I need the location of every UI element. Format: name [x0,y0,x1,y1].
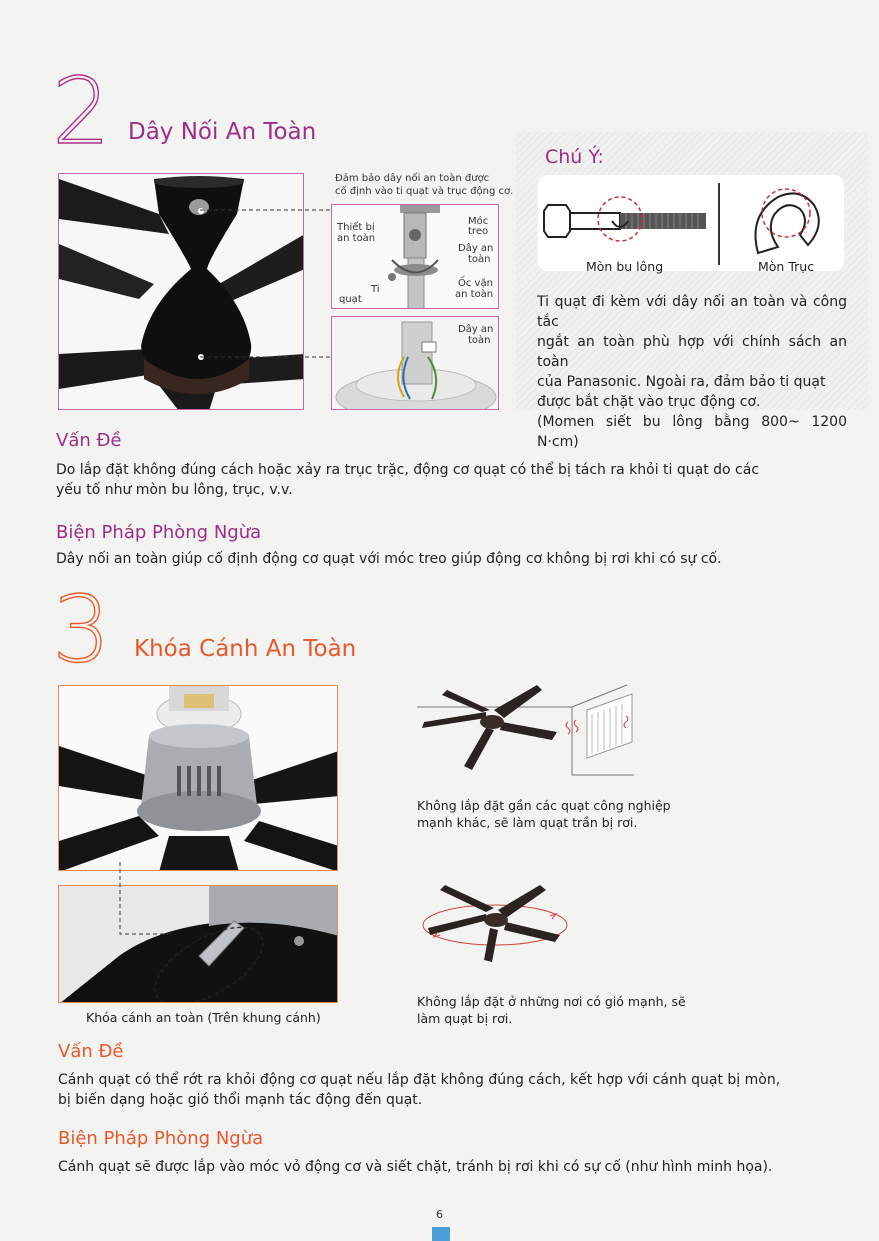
problem-2-line-1: Do lắp đặt không đúng cách hoặc xảy ra trục trặc, động cơ quạt có thể bị tách ra khỏi ti quạt do các [56,462,760,478]
page-tab-marker [432,1227,450,1241]
label-oc-van-2: an toàn [455,289,494,300]
label-thiet-bi-1: Thiết bị [337,222,375,233]
label-oc-van-1: Ốc vặn [458,278,493,289]
callout-top-line2: cố định vào ti quạt và trục động cơ. [335,186,514,197]
warning1-line2: mạnh khác, sẽ làm quạt trần bị rơi. [417,815,638,830]
label-ti-quat-2: quạt [339,294,362,305]
strong-wind-warning-illustration [420,880,570,965]
section-title-blade-lock: Khóa Cánh An Toàn [134,636,357,662]
label-thiet-bi-2: an toàn [337,233,376,244]
note-line-2: ngắt an toàn phù hợp với chính sách an toàn [537,334,847,370]
prevention-text-3: Cánh quạt sẽ được lắp vào móc vỏ động cơ và siết chặt, tránh bị rơi khi có sự cố (như hình minh họa). [58,1159,773,1175]
label-ti-quat-1: Ti [371,284,380,295]
section-number-2: 2 [52,58,111,165]
problem-text-3 [58,1070,848,1110]
prevention-heading-2: Biện Pháp Phòng Ngừa [56,522,262,543]
label-day-an-toan-1a: Dây an [458,243,494,254]
section-number-3: 3 [52,576,111,683]
label-moc-treo-1: Móc [468,216,489,227]
note-title: Chú Ý: [545,146,604,168]
warning1-line1: Không lắp đặt gần các quạt công nghiệp [417,798,671,813]
problem-text-2 [56,460,836,500]
label-day-an-toan-1b: toàn [468,254,491,265]
blade-lock-leader [118,860,178,940]
industrial-fan-warning-illustration [412,680,634,790]
caption-shaft-wear: Mòn Trục [758,259,815,274]
prevention-text-2: Dây nối an toàn giúp cố định động cơ quạt với móc treo giúp động cơ không bị rơi khi có sự cố. [56,551,722,567]
note-line-4: được bắt chặt vào trục động cơ. [537,394,761,410]
problem-2-line-2: yếu tố như mòn bu lông, trục, v.v. [56,482,293,498]
warning2-line1: Không lắp đặt ở những nơi có gió mạnh, sẽ [417,994,686,1009]
note-line-3: của Panasonic. Ngoài ra, đảm bảo ti quạt [537,374,826,390]
label-day-an-toan-2a: Dây an [458,324,494,335]
motor-blade-photo [58,685,338,871]
page-number: 6 [436,1208,443,1221]
problem-heading-3: Vấn Đề [58,1041,124,1062]
blade-lock-closeup-photo [58,885,338,1003]
label-day-an-toan-2b: toàn [468,335,491,346]
problem-3-line-2: bị biến dạng hoặc gió thổi mạnh tác động đến quạt. [58,1092,423,1108]
warning2-line2: làm quạt bị rơi. [417,1011,513,1026]
caption-bolt-wear: Mòn bu lông [586,259,664,274]
blade-lock-caption: Khóa cánh an toàn (Trên khung cánh) [86,1010,321,1025]
wear-illustration-card [538,175,844,271]
note-line-1: Ti quạt đi kèm với dây nối an toàn và công tắc [537,294,847,330]
prevention-heading-3: Biện Pháp Phòng Ngừa [58,1128,264,1149]
section-title-safety-wire: Dây Nối An Toàn [128,119,317,145]
problem-3-line-1: Cánh quạt có thể rớt ra khỏi động cơ quạt nếu lắp đặt không đúng cách, kết hợp với cánh quạt bị mòn, [58,1072,781,1088]
note-paragraph [537,292,847,452]
problem-heading-2: Vấn Đề [56,430,122,451]
callout-top-line1: Đảm bảo dây nối an toàn được [335,173,490,184]
note-line-5: (Momen siết bu lông bằng 800~ 1200 N·cm) [537,414,847,450]
label-moc-treo-2: treo [468,226,489,237]
leader-lines [200,195,345,365]
